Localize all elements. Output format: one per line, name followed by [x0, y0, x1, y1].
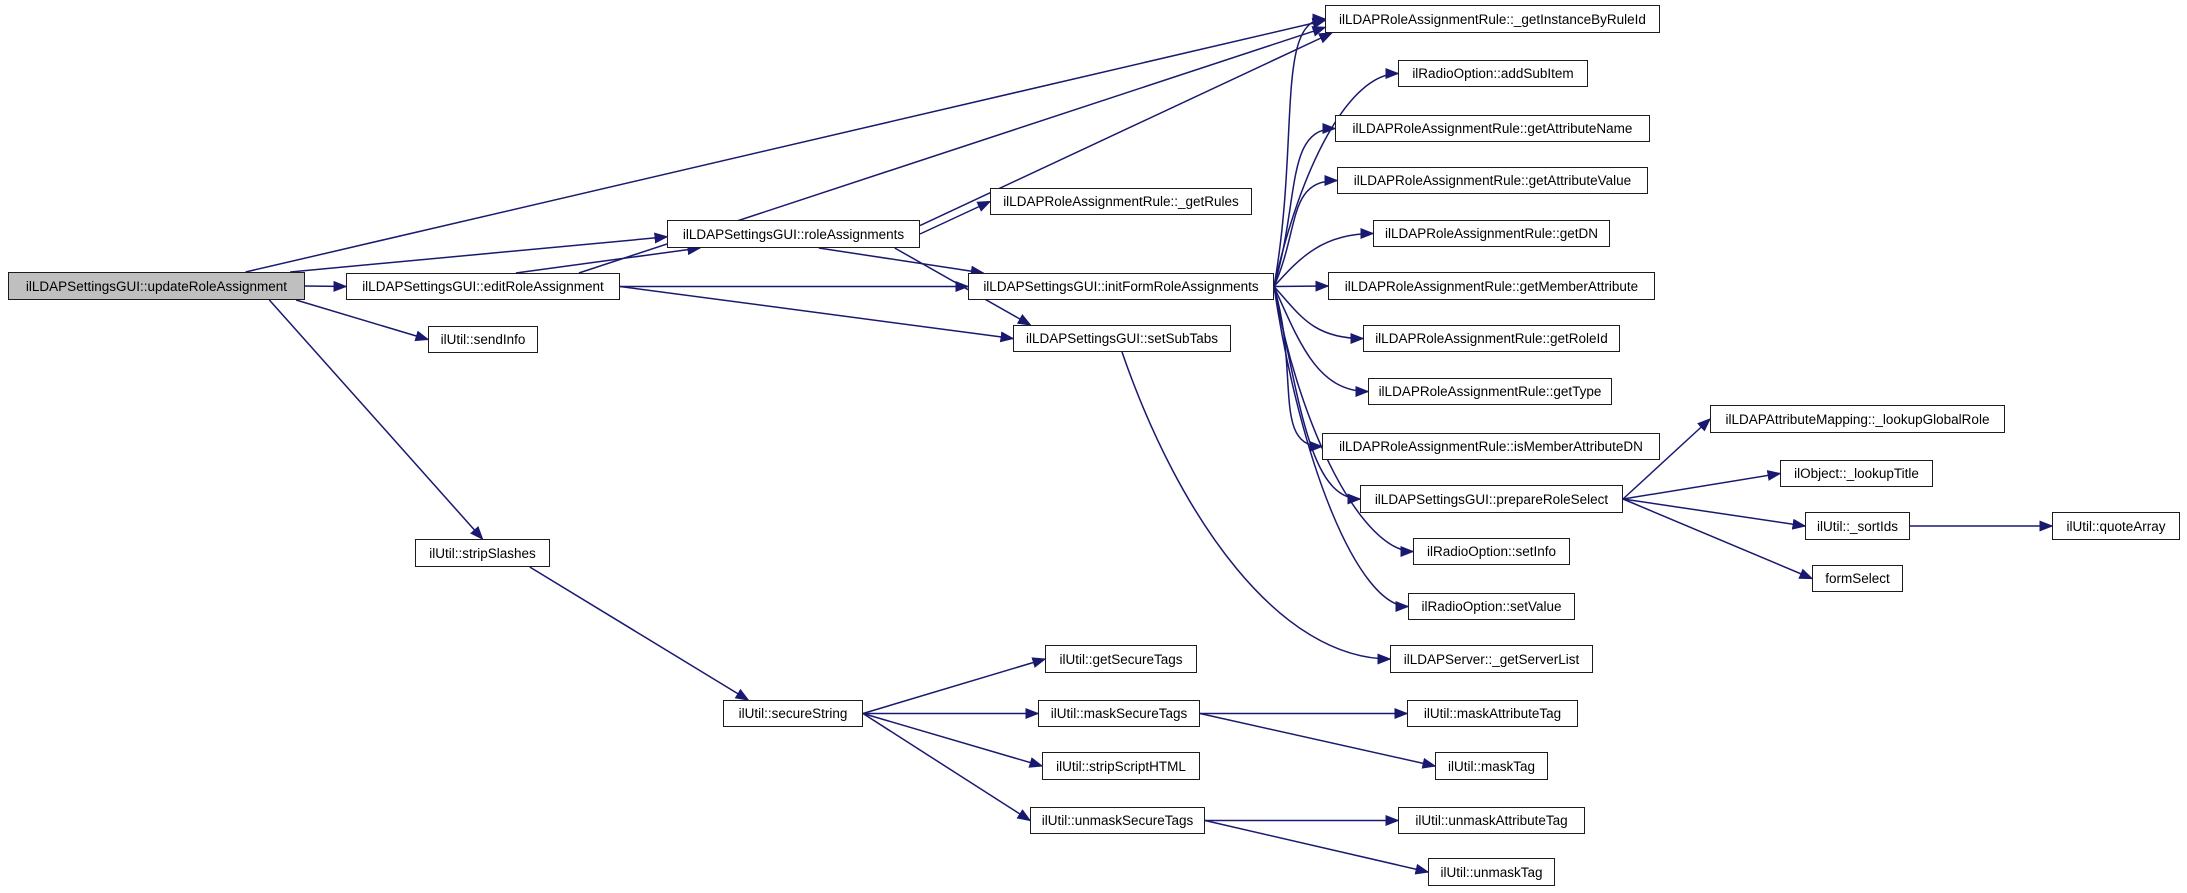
node-setSubTabs[interactable]: ilLDAPSettingsGUI::setSubTabs — [1013, 325, 1231, 352]
node-maskAttributeTag[interactable]: ilUtil::maskAttributeTag — [1407, 700, 1578, 727]
edge-initForm-to-getInstanceByRuleId — [1274, 19, 1325, 287]
node-unmaskAttributeTag[interactable]: ilUtil::unmaskAttributeTag — [1398, 807, 1585, 834]
edge-update-to-editRole — [305, 286, 346, 287]
node-quoteArray[interactable]: ilUtil::quoteArray — [2052, 512, 2180, 540]
node-initForm[interactable]: ilLDAPSettingsGUI::initFormRoleAssignments — [968, 273, 1274, 300]
node-setValue[interactable]: ilRadioOption::setValue — [1408, 593, 1575, 620]
node-unmaskSecureTags[interactable]: ilUtil::unmaskSecureTags — [1030, 807, 1205, 834]
node-maskSecureTags[interactable]: ilUtil::maskSecureTags — [1038, 700, 1200, 727]
node-editRole[interactable]: ilLDAPSettingsGUI::editRoleAssignment — [346, 273, 620, 300]
node-setInfo[interactable]: ilRadioOption::setInfo — [1413, 538, 1570, 565]
edge-secureString-to-unmaskSecureTags — [863, 714, 1030, 821]
node-getDN[interactable]: ilLDAPRoleAssignmentRule::getDN — [1373, 220, 1610, 247]
node-getType[interactable]: ilLDAPRoleAssignmentRule::getType — [1368, 378, 1612, 405]
node-prepareRoleSelect[interactable]: ilLDAPSettingsGUI::prepareRoleSelect — [1360, 485, 1623, 513]
node-getAttributeName[interactable]: ilLDAPRoleAssignmentRule::getAttributeName — [1335, 115, 1650, 142]
edge-roleAssignments-to-getRules — [920, 202, 990, 235]
edge-update-to-sendInfo — [296, 300, 428, 340]
node-getMemberAttribute[interactable]: ilLDAPRoleAssignmentRule::getMemberAttribute — [1328, 272, 1655, 300]
edge-editRole-to-setSubTabs — [620, 287, 1013, 339]
node-getRules[interactable]: ilLDAPRoleAssignmentRule::_getRules — [990, 188, 1252, 215]
node-lookupGlobalRole[interactable]: ilLDAPAttributeMapping::_lookupGlobalRole — [1710, 405, 2005, 433]
edge-setSubTabs-to-getServerList — [1122, 352, 1390, 659]
node-getSecureTags[interactable]: ilUtil::getSecureTags — [1045, 645, 1197, 673]
node-lookupTitle[interactable]: ilObject::_lookupTitle — [1780, 460, 1933, 487]
node-stripSlashes[interactable]: ilUtil::stripSlashes — [415, 539, 550, 567]
edge-secureString-to-getSecureTags — [863, 659, 1045, 714]
node-unmaskTag[interactable]: ilUtil::unmaskTag — [1428, 858, 1555, 886]
node-getAttributeValue[interactable]: ilLDAPRoleAssignmentRule::getAttributeValue — [1337, 167, 1648, 194]
edge-initForm-to-prepareRoleSelect — [1274, 287, 1360, 500]
node-isMemberAttributeDN[interactable]: ilLDAPRoleAssignmentRule::isMemberAttributeDN — [1322, 433, 1660, 460]
edge-stripSlashes-to-secureString — [530, 567, 748, 700]
edge-initForm-to-getMemberAttribute — [1274, 286, 1328, 287]
edge-secureString-to-stripScriptHTML — [863, 714, 1042, 767]
node-getServerList[interactable]: ilLDAPServer::_getServerList — [1390, 645, 1593, 673]
node-stripScriptHTML[interactable]: ilUtil::stripScriptHTML — [1042, 752, 1200, 780]
node-getRoleId[interactable]: ilLDAPRoleAssignmentRule::getRoleId — [1363, 325, 1620, 352]
edge-prepareRoleSelect-to-sortIds — [1623, 499, 1805, 526]
node-update[interactable]: ilLDAPSettingsGUI::updateRoleAssignment — [8, 272, 305, 300]
node-maskTag[interactable]: ilUtil::maskTag — [1435, 752, 1548, 780]
edge-update-to-roleAssignments — [290, 237, 667, 272]
edge-prepareRoleSelect-to-formSelect — [1623, 499, 1812, 579]
edge-unmaskSecureTags-to-unmaskTag — [1205, 821, 1428, 873]
node-sortIds[interactable]: ilUtil::_sortIds — [1805, 512, 1910, 540]
node-roleAssignments[interactable]: ilLDAPSettingsGUI::roleAssignments — [667, 220, 920, 248]
edge-editRole-to-roleAssignments — [516, 248, 700, 273]
edge-initForm-to-getAttributeValue — [1274, 181, 1337, 287]
edge-maskSecureTags-to-maskTag — [1200, 714, 1435, 767]
node-getInstanceByRuleId[interactable]: ilLDAPRoleAssignmentRule::_getInstanceByRuleId — [1325, 5, 1660, 33]
node-secureString[interactable]: ilUtil::secureString — [723, 700, 863, 727]
node-sendInfo[interactable]: ilUtil::sendInfo — [428, 326, 538, 353]
edge-initForm-to-isMemberAttributeDN — [1274, 287, 1322, 447]
node-formSelect[interactable]: formSelect — [1812, 565, 1903, 592]
node-addSubItem[interactable]: ilRadioOption::addSubItem — [1398, 60, 1588, 87]
